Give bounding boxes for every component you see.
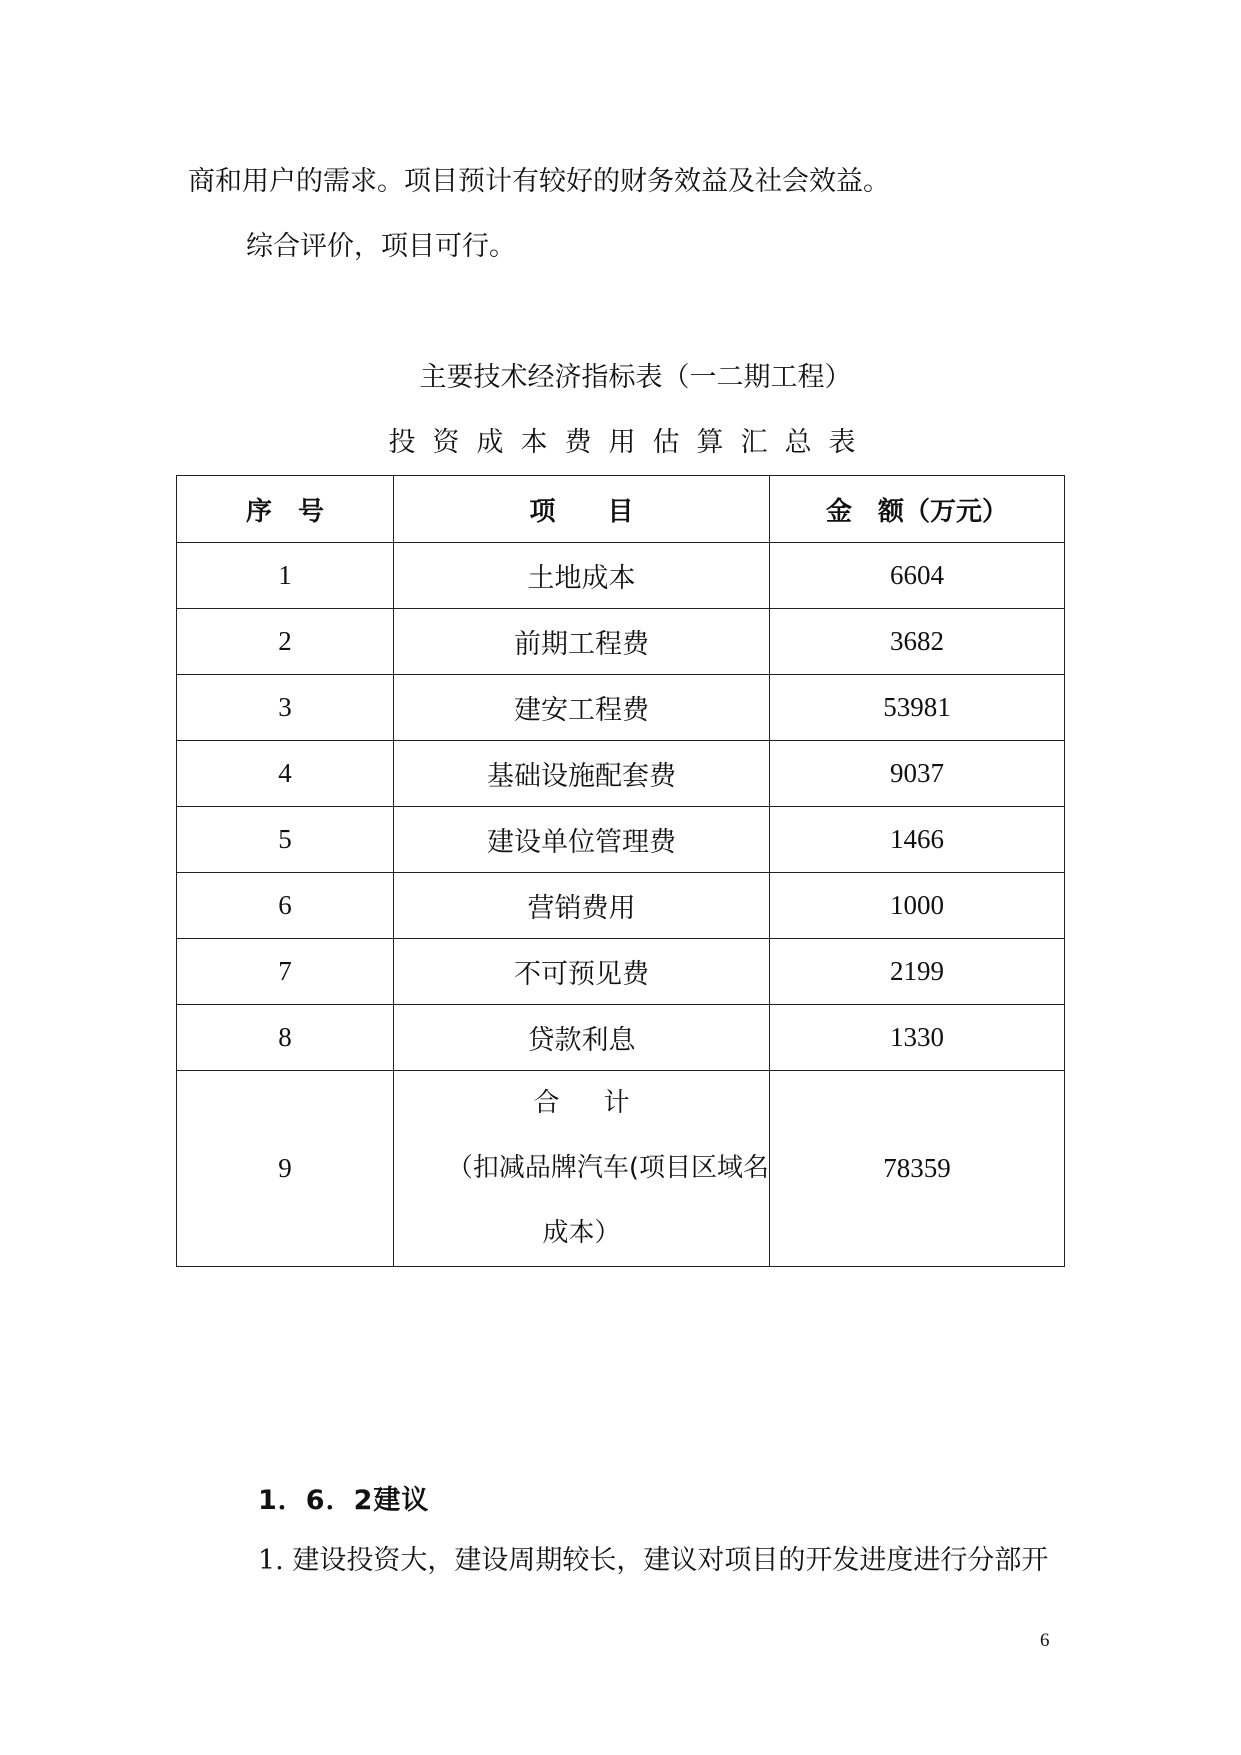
table-row xyxy=(177,741,1065,807)
row-amount: 1000 xyxy=(770,873,1065,939)
row-item: 前期工程费 xyxy=(394,609,770,675)
row-index: 3 xyxy=(177,675,394,741)
row-index: 1 xyxy=(177,543,394,609)
row-amount: 9037 xyxy=(770,741,1065,807)
row-amount: 1466 xyxy=(770,807,1065,873)
row-item: 建设单位管理费 xyxy=(394,807,770,873)
row-index: 7 xyxy=(177,939,394,1005)
total-index: 9 xyxy=(177,1071,394,1267)
row-amount: 3682 xyxy=(770,609,1065,675)
table-row xyxy=(177,609,1065,675)
table-header-row xyxy=(177,476,1065,543)
table-row xyxy=(177,939,1065,1005)
row-index: 8 xyxy=(177,1005,394,1071)
total-label-line2: （扣减品牌汽车(项目区域名 xyxy=(446,1153,769,1183)
paragraph-suggestion: 1. 建设投资大，建设周期较长，建议对项目的开发进度进行分部开 xyxy=(258,1545,1049,1576)
row-item: 不可预见费 xyxy=(394,939,770,1005)
row-index: 2 xyxy=(177,609,394,675)
table-row xyxy=(177,873,1065,939)
row-item: 营销费用 xyxy=(394,873,770,939)
row-index: 6 xyxy=(177,873,394,939)
total-amount: 78359 xyxy=(770,1071,1065,1267)
header-amount: 金 额（万元） xyxy=(770,476,1065,543)
paragraph-conclusion: 商和用户的需求。项目预计有较好的财务效益及社会效益。 xyxy=(188,166,890,197)
table-row xyxy=(177,543,1065,609)
row-amount: 53981 xyxy=(770,675,1065,741)
total-label-line3: 成本） xyxy=(542,1218,621,1248)
table-total-row xyxy=(177,1071,1065,1267)
row-item: 基础设施配套费 xyxy=(394,741,770,807)
row-item: 土地成本 xyxy=(394,543,770,609)
total-label-line1: 合计 xyxy=(533,1088,674,1118)
section-heading: 1．6．2建议 xyxy=(258,1485,430,1516)
row-item: 贷款利息 xyxy=(394,1005,770,1071)
row-amount: 2199 xyxy=(770,939,1065,1005)
row-index: 5 xyxy=(177,807,394,873)
table-row xyxy=(177,807,1065,873)
total-label xyxy=(394,1071,770,1267)
row-index: 4 xyxy=(177,741,394,807)
header-index: 序 号 xyxy=(177,476,394,543)
investment-summary-table xyxy=(176,475,1065,1267)
row-amount: 1330 xyxy=(770,1005,1065,1071)
table-title-sub: 投资成本费用估算汇总表 xyxy=(388,427,873,458)
page-number: 6 xyxy=(1040,1630,1050,1651)
table-row xyxy=(177,1005,1065,1071)
row-item: 建安工程费 xyxy=(394,675,770,741)
table-title-main: 主要技术经济指标表（一二期工程） xyxy=(419,362,852,393)
table-row xyxy=(177,675,1065,741)
paragraph-evaluation: 综合评价，项目可行。 xyxy=(246,231,516,262)
header-item: 项 目 xyxy=(394,476,770,543)
row-amount: 6604 xyxy=(770,543,1065,609)
